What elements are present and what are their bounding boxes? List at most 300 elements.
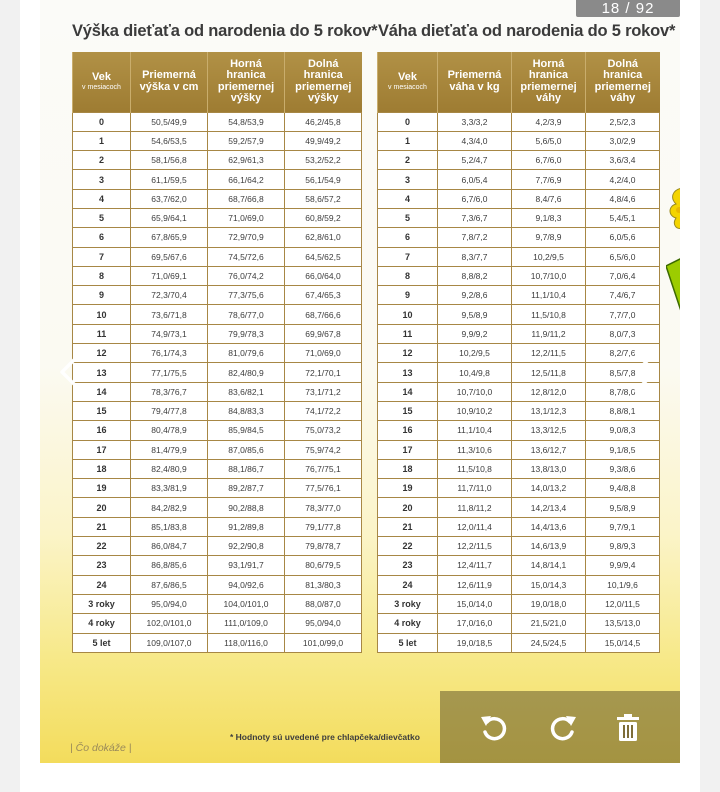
- height-table-row: [73, 459, 362, 478]
- value-cell: 104,0/101,0: [208, 594, 285, 613]
- col-header-upper-height: Horná hranica priemernej výšky: [208, 52, 285, 112]
- value-cell: 7,8/7,2: [438, 228, 512, 247]
- age-cell: 23: [73, 556, 131, 575]
- age-cell: 5: [73, 208, 131, 227]
- age-cell: 3 roky: [378, 594, 438, 613]
- age-cell: 5 let: [73, 633, 131, 652]
- value-cell: 6,7/6,0: [512, 151, 586, 170]
- value-cell: 10,2/9,5: [512, 247, 586, 266]
- value-cell: 77,5/76,1: [285, 479, 362, 498]
- age-cell: 17: [73, 440, 131, 459]
- value-cell: 11,8/11,2: [438, 498, 512, 517]
- value-cell: 81,0/79,6: [208, 344, 285, 363]
- age-cell: 8: [73, 266, 131, 285]
- height-table-row: [73, 614, 362, 633]
- height-table-row: [73, 633, 362, 652]
- value-cell: 79,9/78,3: [208, 324, 285, 343]
- value-cell: 61,1/59,5: [131, 170, 208, 189]
- height-table-row: [73, 286, 362, 305]
- value-cell: 13,6/12,7: [512, 440, 586, 459]
- value-cell: 7,4/6,7: [586, 286, 660, 305]
- value-cell: 76,0/74,2: [208, 266, 285, 285]
- value-cell: 7,3/6,7: [438, 208, 512, 227]
- value-cell: 72,1/70,1: [285, 363, 362, 382]
- value-cell: 14,2/13,4: [512, 498, 586, 517]
- age-cell: 0: [378, 112, 438, 131]
- value-cell: 69,5/67,6: [131, 247, 208, 266]
- value-cell: 10,7/10,0: [438, 382, 512, 401]
- value-cell: 84,2/82,9: [131, 498, 208, 517]
- value-cell: 15,0/14,3: [512, 575, 586, 594]
- weight-table-row: [378, 363, 660, 382]
- value-cell: 74,5/72,6: [208, 247, 285, 266]
- weight-table-row: [378, 498, 660, 517]
- value-cell: 11,5/10,8: [438, 459, 512, 478]
- value-cell: 4,8/4,6: [586, 189, 660, 208]
- value-cell: 9,7/9,1: [586, 517, 660, 536]
- value-cell: 93,1/91,7: [208, 556, 285, 575]
- value-cell: 9,0/8,3: [586, 421, 660, 440]
- col-header-age-sub: v mesiacoch: [82, 84, 121, 91]
- value-cell: 50,5/49,9: [131, 112, 208, 131]
- value-cell: 6,5/6,0: [586, 247, 660, 266]
- weight-table-row: [378, 305, 660, 324]
- value-cell: 10,2/9,5: [438, 344, 512, 363]
- value-cell: 66,0/64,0: [285, 266, 362, 285]
- height-table-title: Výška dieťaťa od narodenia do 5 rokov*: [72, 22, 378, 40]
- value-cell: 12,2/11,5: [438, 537, 512, 556]
- value-cell: 9,3/8,6: [586, 459, 660, 478]
- value-cell: 6,7/6,0: [438, 189, 512, 208]
- col-header-avg-weight: Priemerná váha v kg: [438, 52, 512, 112]
- value-cell: 3,6/3,4: [586, 151, 660, 170]
- value-cell: 54,6/53,5: [131, 131, 208, 150]
- value-cell: 11,1/10,4: [512, 286, 586, 305]
- value-cell: 13,1/12,3: [512, 401, 586, 420]
- value-cell: 75,9/74,2: [285, 440, 362, 459]
- height-table-row: [73, 112, 362, 131]
- value-cell: 12,8/12,0: [512, 382, 586, 401]
- value-cell: 9,8/9,3: [586, 537, 660, 556]
- value-cell: 80,6/79,5: [285, 556, 362, 575]
- value-cell: 12,0/11,4: [438, 517, 512, 536]
- value-cell: 10,4/9,8: [438, 363, 512, 382]
- age-cell: 6: [378, 228, 438, 247]
- rotate-right-icon[interactable]: [547, 711, 579, 743]
- age-cell: 4 roky: [73, 614, 131, 633]
- age-cell: 7: [378, 247, 438, 266]
- value-cell: 12,0/11,5: [586, 594, 660, 613]
- value-cell: 2,5/2,3: [586, 112, 660, 131]
- age-cell: 4 roky: [378, 614, 438, 633]
- value-cell: 71,0/69,0: [208, 208, 285, 227]
- weight-table-row: [378, 112, 660, 131]
- height-table-row: [73, 556, 362, 575]
- value-cell: 7,7/7,0: [586, 305, 660, 324]
- value-cell: 10,1/9,6: [586, 575, 660, 594]
- height-table-row: [73, 363, 362, 382]
- weight-table-row: [378, 247, 660, 266]
- weight-table-row: [378, 151, 660, 170]
- age-cell: 1: [378, 131, 438, 150]
- value-cell: 9,2/8,6: [438, 286, 512, 305]
- trash-icon[interactable]: [612, 711, 644, 743]
- value-cell: 49,9/49,2: [285, 131, 362, 150]
- height-table-row: [73, 440, 362, 459]
- weight-table-row: [378, 266, 660, 285]
- value-cell: 9,5/8,9: [438, 305, 512, 324]
- value-cell: 9,9/9,4: [586, 556, 660, 575]
- value-cell: 4,2/3,9: [512, 112, 586, 131]
- weight-table-row: [378, 594, 660, 613]
- next-arrow-icon[interactable]: [632, 350, 660, 394]
- height-table-row: [73, 247, 362, 266]
- height-table-row: [73, 151, 362, 170]
- value-cell: 54,8/53,9: [208, 112, 285, 131]
- weight-table-row: [378, 421, 660, 440]
- weight-table-row: [378, 324, 660, 343]
- value-cell: 5,6/5,0: [512, 131, 586, 150]
- value-cell: 80,4/78,9: [131, 421, 208, 440]
- height-table-row: [73, 344, 362, 363]
- value-cell: 7,7/6,9: [512, 170, 586, 189]
- value-cell: 71,0/69,0: [285, 344, 362, 363]
- col-header-age-main: Vek: [92, 70, 111, 83]
- age-cell: 3: [73, 170, 131, 189]
- height-table-row: [73, 517, 362, 536]
- value-cell: 13,5/13,0: [586, 614, 660, 633]
- age-cell: 3 roky: [73, 594, 131, 613]
- value-cell: 9,1/8,5: [586, 440, 660, 459]
- value-cell: 11,3/10,6: [438, 440, 512, 459]
- age-cell: 15: [378, 401, 438, 420]
- value-cell: 95,0/94,0: [131, 594, 208, 613]
- value-cell: 85,9/84,5: [208, 421, 285, 440]
- age-cell: 4: [378, 189, 438, 208]
- age-cell: 12: [73, 344, 131, 363]
- col-header-lower-weight: Dolná hranica priemernej váhy: [586, 52, 660, 112]
- age-cell: 18: [73, 459, 131, 478]
- age-cell: 21: [73, 517, 131, 536]
- value-cell: 64,5/62,5: [285, 247, 362, 266]
- value-cell: 78,3/77,0: [285, 498, 362, 517]
- value-cell: 15,0/14,0: [438, 594, 512, 613]
- height-table-header: [73, 52, 362, 112]
- age-cell: 0: [73, 112, 131, 131]
- value-cell: 9,1/8,3: [512, 208, 586, 227]
- weight-table-row: [378, 208, 660, 227]
- value-cell: 13,8/13,0: [512, 459, 586, 478]
- value-cell: 3,3/3,2: [438, 112, 512, 131]
- age-cell: 5 let: [378, 633, 438, 652]
- value-cell: 8,4/7,6: [512, 189, 586, 208]
- weight-table-row: [378, 440, 660, 459]
- value-cell: 82,4/80,9: [208, 363, 285, 382]
- age-cell: 8: [378, 266, 438, 285]
- weight-table-title: Váha dieťaťa od narodenia do 5 rokov*: [378, 22, 676, 40]
- value-cell: 78,3/76,7: [131, 382, 208, 401]
- age-cell: 16: [73, 421, 131, 440]
- col-header-age: [378, 52, 438, 112]
- value-cell: 12,4/11,7: [438, 556, 512, 575]
- value-cell: 60,8/59,2: [285, 208, 362, 227]
- height-table-row: [73, 324, 362, 343]
- value-cell: 4,3/4,0: [438, 131, 512, 150]
- age-cell: 10: [73, 305, 131, 324]
- weight-table-row: [378, 131, 660, 150]
- weight-table-row: [378, 382, 660, 401]
- value-cell: 6,0/5,6: [586, 228, 660, 247]
- value-cell: 68,7/66,8: [208, 189, 285, 208]
- age-cell: 6: [73, 228, 131, 247]
- age-cell: 10: [378, 305, 438, 324]
- value-cell: 3,0/2,9: [586, 131, 660, 150]
- weight-table-row: [378, 401, 660, 420]
- previous-arrow-icon[interactable]: [57, 350, 85, 394]
- age-cell: 7: [73, 247, 131, 266]
- value-cell: 62,9/61,3: [208, 151, 285, 170]
- col-header-age-sub: v mesiacoch: [388, 84, 427, 91]
- weight-table-row: [378, 633, 660, 652]
- height-table-row: [73, 170, 362, 189]
- weight-table-row: [378, 556, 660, 575]
- value-cell: 90,2/88,8: [208, 498, 285, 517]
- height-table-row: [73, 305, 362, 324]
- value-cell: 8,3/7,7: [438, 247, 512, 266]
- value-cell: 92,2/90,8: [208, 537, 285, 556]
- value-cell: 84,8/83,3: [208, 401, 285, 420]
- value-cell: 76,7/75,1: [285, 459, 362, 478]
- value-cell: 67,8/65,9: [131, 228, 208, 247]
- value-cell: 9,4/8,8: [586, 479, 660, 498]
- height-table-row: [73, 498, 362, 517]
- height-table-row: [73, 382, 362, 401]
- value-cell: 58,6/57,2: [285, 189, 362, 208]
- value-cell: 76,1/74,3: [131, 344, 208, 363]
- weight-table-row: [378, 170, 660, 189]
- value-cell: 24,5/24,5: [512, 633, 586, 652]
- value-cell: 74,9/73,1: [131, 324, 208, 343]
- weight-table-row: [378, 286, 660, 305]
- value-cell: 8,8/8,2: [438, 266, 512, 285]
- age-cell: 5: [378, 208, 438, 227]
- age-cell: 19: [73, 479, 131, 498]
- age-cell: 13: [378, 363, 438, 382]
- rotate-left-icon[interactable]: [478, 711, 510, 743]
- value-cell: 79,1/77,8: [285, 517, 362, 536]
- weight-table-header: [378, 52, 660, 112]
- col-header-avg-height: Priemerná výška v cm: [131, 52, 208, 112]
- value-cell: 86,8/85,6: [131, 556, 208, 575]
- weight-table-row: [378, 575, 660, 594]
- age-cell: 12: [378, 344, 438, 363]
- value-cell: 9,5/8,9: [586, 498, 660, 517]
- image-counter: 18 / 92: [576, 0, 680, 17]
- age-cell: 14: [378, 382, 438, 401]
- value-cell: 82,4/80,9: [131, 459, 208, 478]
- value-cell: 79,8/78,7: [285, 537, 362, 556]
- age-cell: 13: [73, 363, 131, 382]
- age-cell: 15: [73, 401, 131, 420]
- value-cell: 77,3/75,6: [208, 286, 285, 305]
- age-cell: 2: [378, 151, 438, 170]
- value-cell: 78,6/77,0: [208, 305, 285, 324]
- age-cell: 23: [378, 556, 438, 575]
- weight-table-row: [378, 479, 660, 498]
- age-cell: 21: [378, 517, 438, 536]
- value-cell: 6,0/5,4: [438, 170, 512, 189]
- age-cell: 16: [378, 421, 438, 440]
- image-toolbar: [440, 691, 680, 763]
- age-cell: 20: [73, 498, 131, 517]
- height-table: [72, 52, 362, 653]
- value-cell: 67,4/65,3: [285, 286, 362, 305]
- age-cell: 24: [378, 575, 438, 594]
- age-cell: 11: [378, 324, 438, 343]
- value-cell: 73,6/71,8: [131, 305, 208, 324]
- value-cell: 88,1/86,7: [208, 459, 285, 478]
- weight-table-row: [378, 537, 660, 556]
- footnote: * Hodnoty sú uvedené pre chlapčeka/dievčatko: [230, 732, 420, 742]
- value-cell: 58,1/56,8: [131, 151, 208, 170]
- value-cell: 46,2/45,8: [285, 112, 362, 131]
- age-cell: 17: [378, 440, 438, 459]
- col-header-age-main: Vek: [398, 70, 417, 83]
- value-cell: 118,0/116,0: [208, 633, 285, 652]
- age-cell: 11: [73, 324, 131, 343]
- value-cell: 71,0/69,1: [131, 266, 208, 285]
- age-cell: 3: [378, 170, 438, 189]
- value-cell: 12,6/11,9: [438, 575, 512, 594]
- age-cell: 1: [73, 131, 131, 150]
- value-cell: 85,1/83,8: [131, 517, 208, 536]
- value-cell: 7,0/6,4: [586, 266, 660, 285]
- height-table-row: [73, 594, 362, 613]
- value-cell: 8,0/7,3: [586, 324, 660, 343]
- value-cell: 65,9/64,1: [131, 208, 208, 227]
- value-cell: 19,0/18,0: [512, 594, 586, 613]
- value-cell: 83,6/82,1: [208, 382, 285, 401]
- scanned-page: [40, 0, 680, 763]
- value-cell: 101,0/99,0: [285, 633, 362, 652]
- value-cell: 11,7/11,0: [438, 479, 512, 498]
- age-cell: 2: [73, 151, 131, 170]
- age-cell: 22: [73, 537, 131, 556]
- height-table-row: [73, 131, 362, 150]
- col-header-lower-height: Dolná hranica priemernej výšky: [285, 52, 362, 112]
- value-cell: 11,1/10,4: [438, 421, 512, 440]
- col-header-upper-weight: Horná hranica priemernej váhy: [512, 52, 586, 112]
- height-table-row: [73, 266, 362, 285]
- age-cell: 24: [73, 575, 131, 594]
- value-cell: 5,4/5,1: [586, 208, 660, 227]
- value-cell: 74,1/72,2: [285, 401, 362, 420]
- value-cell: 14,8/14,1: [512, 556, 586, 575]
- value-cell: 88,0/87,0: [285, 594, 362, 613]
- value-cell: 11,5/10,8: [512, 305, 586, 324]
- weight-table-row: [378, 344, 660, 363]
- value-cell: 102,0/101,0: [131, 614, 208, 633]
- value-cell: 15,0/14,5: [586, 633, 660, 652]
- value-cell: 79,4/77,8: [131, 401, 208, 420]
- value-cell: 19,0/18,5: [438, 633, 512, 652]
- value-cell: 94,0/92,6: [208, 575, 285, 594]
- value-cell: 14,6/13,9: [512, 537, 586, 556]
- age-cell: 4: [73, 189, 131, 208]
- value-cell: 14,0/13,2: [512, 479, 586, 498]
- value-cell: 8,2/7,6: [586, 344, 660, 363]
- footer-brand: | Čo dokáže |: [70, 742, 132, 754]
- weight-table: [377, 52, 660, 653]
- pot-decoration-icon: [666, 258, 680, 314]
- value-cell: 86,0/84,7: [131, 537, 208, 556]
- value-cell: 81,4/79,9: [131, 440, 208, 459]
- value-cell: 8,5/7,8: [586, 363, 660, 382]
- value-cell: 9,9/9,2: [438, 324, 512, 343]
- value-cell: 8,7/8,0: [586, 382, 660, 401]
- value-cell: 68,7/66,6: [285, 305, 362, 324]
- value-cell: 77,1/75,5: [131, 363, 208, 382]
- age-cell: 20: [378, 498, 438, 517]
- value-cell: 17,0/16,0: [438, 614, 512, 633]
- weight-table-row: [378, 517, 660, 536]
- height-table-row: [73, 228, 362, 247]
- value-cell: 10,7/10,0: [512, 266, 586, 285]
- value-cell: 73,1/71,2: [285, 382, 362, 401]
- col-header-age: [73, 52, 131, 112]
- value-cell: 89,2/87,7: [208, 479, 285, 498]
- value-cell: 21,5/21,0: [512, 614, 586, 633]
- height-table-row: [73, 401, 362, 420]
- value-cell: 75,0/73,2: [285, 421, 362, 440]
- value-cell: 8,8/8,1: [586, 401, 660, 420]
- height-table-row: [73, 479, 362, 498]
- value-cell: 72,3/70,4: [131, 286, 208, 305]
- age-cell: 22: [378, 537, 438, 556]
- value-cell: 12,2/11,5: [512, 344, 586, 363]
- value-cell: 12,5/11,8: [512, 363, 586, 382]
- value-cell: 81,3/80,3: [285, 575, 362, 594]
- height-table-row: [73, 208, 362, 227]
- weight-table-row: [378, 459, 660, 478]
- value-cell: 62,8/61,0: [285, 228, 362, 247]
- value-cell: 10,9/10,2: [438, 401, 512, 420]
- weight-table-row: [378, 228, 660, 247]
- height-table-row: [73, 189, 362, 208]
- value-cell: 95,0/94,0: [285, 614, 362, 633]
- value-cell: 69,9/67,8: [285, 324, 362, 343]
- value-cell: 63,7/62,0: [131, 189, 208, 208]
- weight-table-row: [378, 614, 660, 633]
- value-cell: 9,7/8,9: [512, 228, 586, 247]
- age-cell: 19: [378, 479, 438, 498]
- value-cell: 87,0/85,6: [208, 440, 285, 459]
- value-cell: 83,3/81,9: [131, 479, 208, 498]
- age-cell: 18: [378, 459, 438, 478]
- value-cell: 5,2/4,7: [438, 151, 512, 170]
- value-cell: 56,1/54,9: [285, 170, 362, 189]
- value-cell: 66,1/64,2: [208, 170, 285, 189]
- value-cell: 14,4/13,6: [512, 517, 586, 536]
- height-table-row: [73, 421, 362, 440]
- value-cell: 91,2/89,8: [208, 517, 285, 536]
- value-cell: 59,2/57,9: [208, 131, 285, 150]
- value-cell: 13,3/12,5: [512, 421, 586, 440]
- weight-table-row: [378, 189, 660, 208]
- height-table-row: [73, 537, 362, 556]
- value-cell: 72,9/70,9: [208, 228, 285, 247]
- value-cell: 11,9/11,2: [512, 324, 586, 343]
